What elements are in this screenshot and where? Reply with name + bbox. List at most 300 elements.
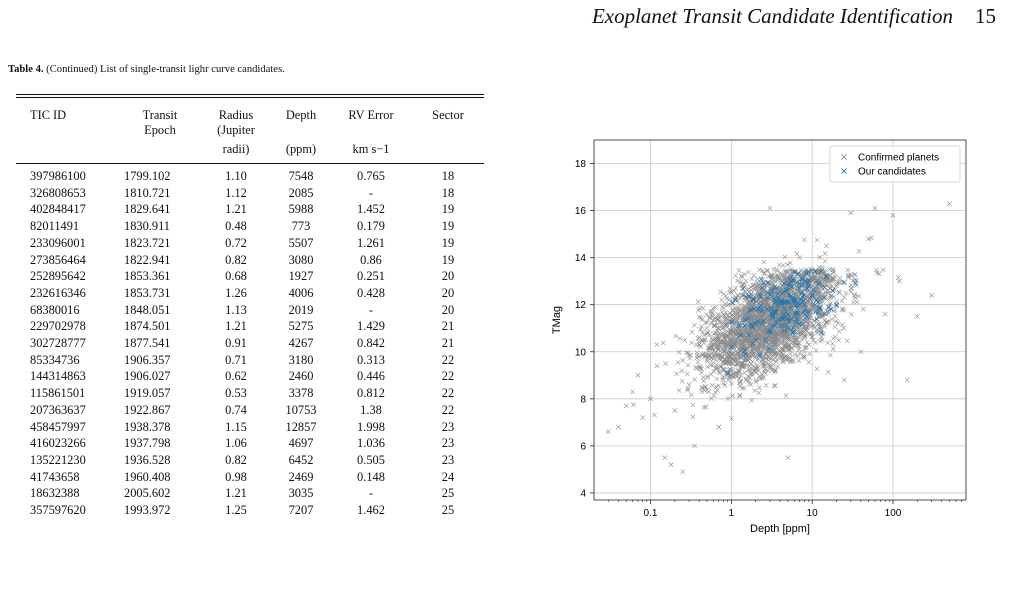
confirmed-planet-point [736,293,740,297]
table-cell: 0.48 [225,219,247,234]
table-cell: - [368,185,374,200]
table-row [16,469,484,486]
table-cell: 4267 [288,336,314,351]
confirmed-planet-point [800,337,804,341]
confirmed-planet-point [714,362,718,366]
column-header [16,98,120,164]
table-row [16,352,484,369]
confirmed-planet-point [745,363,749,367]
confirmed-planet-point [815,367,819,371]
table-cell: 2085 [288,185,314,200]
table-row [16,218,484,235]
confirmed-planet-point [654,342,658,346]
table-cell: 4006 [288,285,314,300]
table-cell: 21 [441,319,455,334]
confirmed-planet-point [652,413,656,417]
table-cell: 0.842 [357,336,385,351]
table-cell: 0.53 [225,386,247,401]
table-cell: 3035 [288,486,314,501]
table-cell: 23 [441,452,455,467]
confirmed-planet-point [844,291,848,295]
table-cell: 20 [441,285,455,300]
table-cell: 5988 [288,202,314,217]
table-cell: 2005.602 [124,486,171,501]
confirmed-planet-point [797,347,801,351]
table-cell: 1.21 [225,486,247,501]
confirmed-planet-point [606,430,610,434]
confirmed-planet-point [834,319,838,323]
y-tick-label: 12 [574,300,586,312]
table-cell: 1.036 [357,436,385,451]
confirmed-planet-point [788,261,792,265]
confirmed-planet-point [842,326,846,330]
table-cell: 1.25 [225,503,247,518]
table-cell: 0.68 [225,269,247,284]
confirmed-planet-point [831,341,835,345]
confirmed-planet-point [807,352,811,356]
table-cell: 2460 [288,369,314,384]
confirmed-planet-point [630,390,634,394]
table-cell: 1960.408 [124,469,171,484]
table-cell: 19 [441,219,455,234]
table-cell: 1877.541 [124,336,171,351]
table-cell: 10753 [285,402,317,417]
table-cell: 82011491 [30,219,80,234]
table-cell: 1853.361 [124,269,171,284]
table-cell: - [368,302,374,317]
confirmed-planet-point [813,340,817,344]
y-tick-label: 18 [574,159,586,171]
confirmed-planet-point [765,268,769,272]
confirmed-planet-point [855,300,859,304]
x-tick-label: 0.1 [643,508,658,519]
table-cell: - [368,486,374,501]
table-cell: 0.812 [357,386,385,401]
confirmed-planet-point [705,326,709,330]
confirmed-planet-point [833,335,837,339]
confirmed-planet-point [705,359,709,363]
table-cell: 1993.972 [124,503,171,518]
confirmed-planet-point [849,211,853,215]
y-tick-label: 14 [574,253,586,265]
confirmed-planet-point [739,373,743,377]
confirmed-planet-point [691,415,695,419]
confirmed-planet-point [684,350,688,354]
table-cell: 1906.027 [124,369,171,384]
confirmed-planet-point [719,298,723,302]
table-cell: 3080 [288,252,314,267]
column-header-line [120,142,200,157]
confirmed-planet-point [807,360,811,364]
table-cell: 1919.057 [124,386,171,401]
confirmed-planet-point [824,244,828,248]
confirmed-planet-point [802,238,806,242]
legend-label: Confirmed planets [858,152,940,164]
confirmed-planet-point [849,290,853,294]
confirmed-planet-point [673,408,677,412]
confirmed-planet-point [718,371,722,375]
confirmed-planet-point [815,238,819,242]
confirmed-planet-point [775,269,779,273]
confirmed-planet-point [747,368,751,372]
confirmed-planet-point [744,279,748,283]
confirmed-planet-point [663,455,667,459]
confirmed-planet-point [692,323,696,327]
column-header [272,98,330,164]
confirmed-planet-point [873,206,877,210]
confirmed-planet-point [861,307,865,311]
table-cell: 233096001 [30,235,86,250]
table-cell: 25 [441,486,455,501]
column-header-line: Radius [218,108,254,122]
confirmed-planet-point [673,334,677,338]
confirmed-planet-point [806,322,810,326]
confirmed-planet-point [795,251,799,255]
confirmed-planet-point [797,358,801,362]
column-header [412,98,484,164]
page-number: 15 [975,4,996,28]
confirmed-planet-point [846,268,850,272]
confirmed-planet-point [783,255,787,259]
column-header-line: RV Error [348,108,394,122]
table-cell: 0.179 [357,219,385,234]
table-cell: 23 [441,419,455,434]
confirmed-planet-point [897,279,901,283]
confirmed-planet-point [788,352,792,356]
confirmed-planet-point [733,286,737,290]
table-row [16,368,484,385]
table-cell: 20 [441,269,455,284]
confirmed-planet-point [750,359,754,363]
table-cell: 22 [441,352,455,367]
table-cell: 23 [441,436,455,451]
confirmed-planet-point [722,375,726,379]
confirmed-planet-point [837,329,841,333]
table-cell: 7207 [288,503,314,518]
confirmed-planet-point [737,394,741,398]
table-cell: 0.505 [357,452,385,467]
confirmed-planet-point [775,364,779,368]
table-row [16,235,484,252]
confirmed-planet-point [700,318,704,322]
table-cell: 18 [441,185,455,200]
confirmed-planet-point [757,386,761,390]
x-tick-label: 10 [806,508,818,519]
table-cell: 416023266 [30,436,86,451]
table-cell: 1.998 [357,419,385,434]
confirmed-planet-point [655,364,659,368]
confirmed-planet-point [715,388,719,392]
confirmed-planet-point [732,288,736,292]
confirmed-planet-point [695,356,699,360]
table-cell: 0.71 [225,352,247,367]
table-cell: 0.82 [225,452,247,467]
confirmed-planet-point [802,336,806,340]
table-cell: 5275 [288,319,314,334]
table-cell: 85334736 [30,352,80,367]
table-cell: 458457997 [30,419,86,434]
table-cell: 773 [291,219,311,234]
confirmed-planet-point [822,318,826,322]
confirmed-planet-point [689,393,693,397]
confirmed-planet-point [834,284,838,288]
confirmed-planet-point [692,377,696,381]
table-cell: 207363637 [30,402,86,417]
table-cell: 1927 [288,269,314,284]
table-cell: 1.21 [225,319,247,334]
y-tick-label: 6 [580,441,586,453]
table-cell: 0.313 [357,352,385,367]
table-row [16,285,484,302]
table-cell: 1.462 [357,503,385,518]
confirmed-planet-point [757,268,761,272]
table-cell: 326808653 [30,185,86,200]
table-cell: 22 [441,386,455,401]
table-caption [8,64,285,75]
confirmed-planet-point [827,267,831,271]
table-cell: 1799.102 [124,169,171,183]
table-cell: 402848417 [30,202,86,217]
table-cell: 0.86 [360,252,382,267]
confirmed-planet-point [746,270,750,274]
table-cell: 1938.378 [124,419,171,434]
confirmed-planet-point [733,306,737,310]
table-cell: 397986100 [30,169,86,183]
confirmed-planet-point [717,425,721,429]
confirmed-planet-point [689,341,693,345]
confirmed-planet-point [686,363,690,367]
table-cell: 22 [441,369,455,384]
table-cell: 0.251 [357,269,385,284]
confirmed-planet-point [696,300,700,304]
confirmed-planet-point [631,403,635,407]
table-cell: 18 [441,169,455,183]
confirmed-planet-point [753,388,757,392]
confirmed-planet-point [688,356,692,360]
confirmed-planet-point [883,312,887,316]
column-header-line: Sector [432,108,464,122]
confirmed-planet-point [833,325,837,329]
table-caption-label: Table 4. [8,64,44,75]
confirmed-planet-point [636,373,640,377]
confirmed-planet-point [678,336,682,340]
table-cell: 41743658 [30,469,80,484]
y-tick-label: 16 [574,206,586,218]
table-cell: 0.62 [225,369,247,384]
table-cell: 19 [441,252,455,267]
confirmed-planet-point [823,251,827,255]
table-cell: 229702978 [30,319,86,334]
confirmed-planet-point [718,290,722,294]
confirmed-planet-point [740,386,744,390]
table-cell: 1810.721 [124,185,171,200]
table-cell: 12857 [285,419,317,434]
confirmed-planet-point [661,341,665,345]
table-cell: 0.446 [357,369,385,384]
confirmed-planet-point [733,273,737,277]
confirmed-planet-point [737,268,741,272]
column-header-line: km s−1 [352,142,390,156]
confirmed-planet-point [853,272,857,276]
confirmed-planet-point [761,271,765,275]
column-header-line: (ppm) [285,142,317,156]
table-cell: 20 [441,302,455,317]
confirmed-planet-point [737,381,741,385]
table-cell: 1829.641 [124,202,171,217]
confirmed-planet-point [764,383,768,387]
confirmed-planet-point [838,276,842,280]
confirmed-planet-point [707,389,711,393]
table-cell: 1.13 [225,302,247,317]
y-tick-label: 10 [574,347,586,359]
table-cell: 115861501 [30,386,86,401]
table-cell: 1830.911 [124,219,171,234]
table-cell: 7548 [288,169,314,183]
running-header [592,4,996,29]
confirmed-planet-point [785,262,789,266]
confirmed-planet-point [853,295,857,299]
confirmed-planet-point [701,306,705,310]
y-tick-label: 8 [580,394,586,406]
confirmed-planet-point [694,365,698,369]
confirmed-planet-point [682,338,686,342]
table-cell: 19 [441,202,455,217]
confirmed-planet-point [784,393,788,397]
confirmed-planet-point [771,267,775,271]
confirmed-planet-point [696,336,700,340]
confirmed-planet-point [738,393,742,397]
table-cell: 0.765 [357,169,385,183]
confirmed-planet-point [820,265,824,269]
table-cell: 25 [441,503,455,518]
table-row [16,485,484,502]
table-cell: 22 [441,402,455,417]
table-cell: 1.38 [360,402,382,417]
confirmed-planet-point [663,361,667,365]
table-cell: 0.72 [225,235,247,250]
confirmed-planet-point [679,369,683,373]
table-cell: 0.98 [225,469,247,484]
confirmed-planet-point [828,353,832,357]
confirmed-planet-point [691,403,695,407]
confirmed-planet-point [771,276,775,280]
confirmed-planet-point [723,383,727,387]
table-row [16,201,484,218]
confirmed-planet-point [740,275,744,279]
confirmed-planet-point [874,268,878,272]
column-header-line: TIC ID [30,108,67,122]
confirmed-planet-point [826,341,830,345]
confirmed-planet-point [831,347,835,351]
table-cell: 144314863 [30,369,86,384]
candidate-point [842,280,846,284]
confirmed-planet-point [896,275,900,279]
table-cell: 1922.867 [124,402,171,417]
table-cell: 1.10 [225,169,247,183]
confirmed-planet-point [687,383,691,387]
confirmed-planet-point [915,314,919,318]
confirmed-planet-point [869,236,873,240]
y-tick-label: 4 [580,488,586,500]
confirmed-planet-point [616,425,620,429]
table-cell: 18632388 [30,486,80,501]
table-cell: 3180 [288,352,314,367]
column-header-line [30,123,120,138]
confirmed-planet-point [826,370,830,374]
table-row [16,402,484,419]
confirmed-planet-point [674,372,678,376]
confirmed-planet-point [851,300,855,304]
column-header [120,98,200,164]
candidate-point [759,277,763,281]
table-header [16,98,484,164]
confirmed-planet-point [720,305,724,309]
candidate-point [831,288,835,292]
table-row [16,502,484,519]
confirmed-planet-point [676,360,680,364]
table-row [16,164,484,185]
table-cell: 1.06 [225,436,247,451]
confirmed-planet-point [781,263,785,267]
table-row [16,185,484,202]
column-header-line [412,123,484,138]
confirmed-planet-point [805,340,809,344]
y-axis-label: TMag [551,305,563,335]
confirmed-planet-point [669,463,673,467]
confirmed-planet-point [677,388,681,392]
confirmed-planet-point [849,312,853,316]
column-header [200,98,272,164]
table-cell: 252895642 [30,269,86,284]
confirmed-planet-point [755,367,759,371]
table-cell: 3378 [288,386,314,401]
confirmed-planet-point [681,358,685,362]
confirmed-planet-point [857,249,861,253]
table-cell: 1822.941 [124,252,171,267]
table-cell: 357597620 [30,503,86,518]
table-top-rule-1 [16,94,484,95]
confirmed-planet-point [624,404,628,408]
table-cell: 1.26 [225,285,247,300]
confirmed-planet-point [786,455,790,459]
confirmed-planet-point [696,360,700,364]
confirmed-planet-point [823,259,827,263]
table-cell: 5507 [288,235,314,250]
table-cell: 21 [441,336,455,351]
table-cell: 1.15 [225,419,247,434]
column-header-line: Depth [285,108,317,122]
table-cell: 0.148 [357,469,385,484]
table-cell: 1.452 [357,202,385,217]
table-cell: 6452 [288,452,314,467]
depth-vs-tmag-scatter [544,130,974,550]
column-header-line: radii) [222,142,250,156]
table-cell: 1.21 [225,202,247,217]
confirmed-planet-point [685,372,689,376]
table-cell: 0.428 [357,285,385,300]
table-cell: 4697 [288,436,314,451]
confirmed-planet-point [762,260,766,264]
table-cell: 1.429 [357,319,385,334]
confirmed-planet-point [905,378,909,382]
running-header-title: Exoplanet Transit Candidate Identification [591,4,953,28]
table-row [16,435,484,452]
confirmed-planet-point [866,237,870,241]
confirmed-planet-point [768,206,772,210]
table-cell: 0.74 [225,402,247,417]
confirmed-planet-point [690,330,694,334]
confirmed-planet-point [705,375,709,379]
